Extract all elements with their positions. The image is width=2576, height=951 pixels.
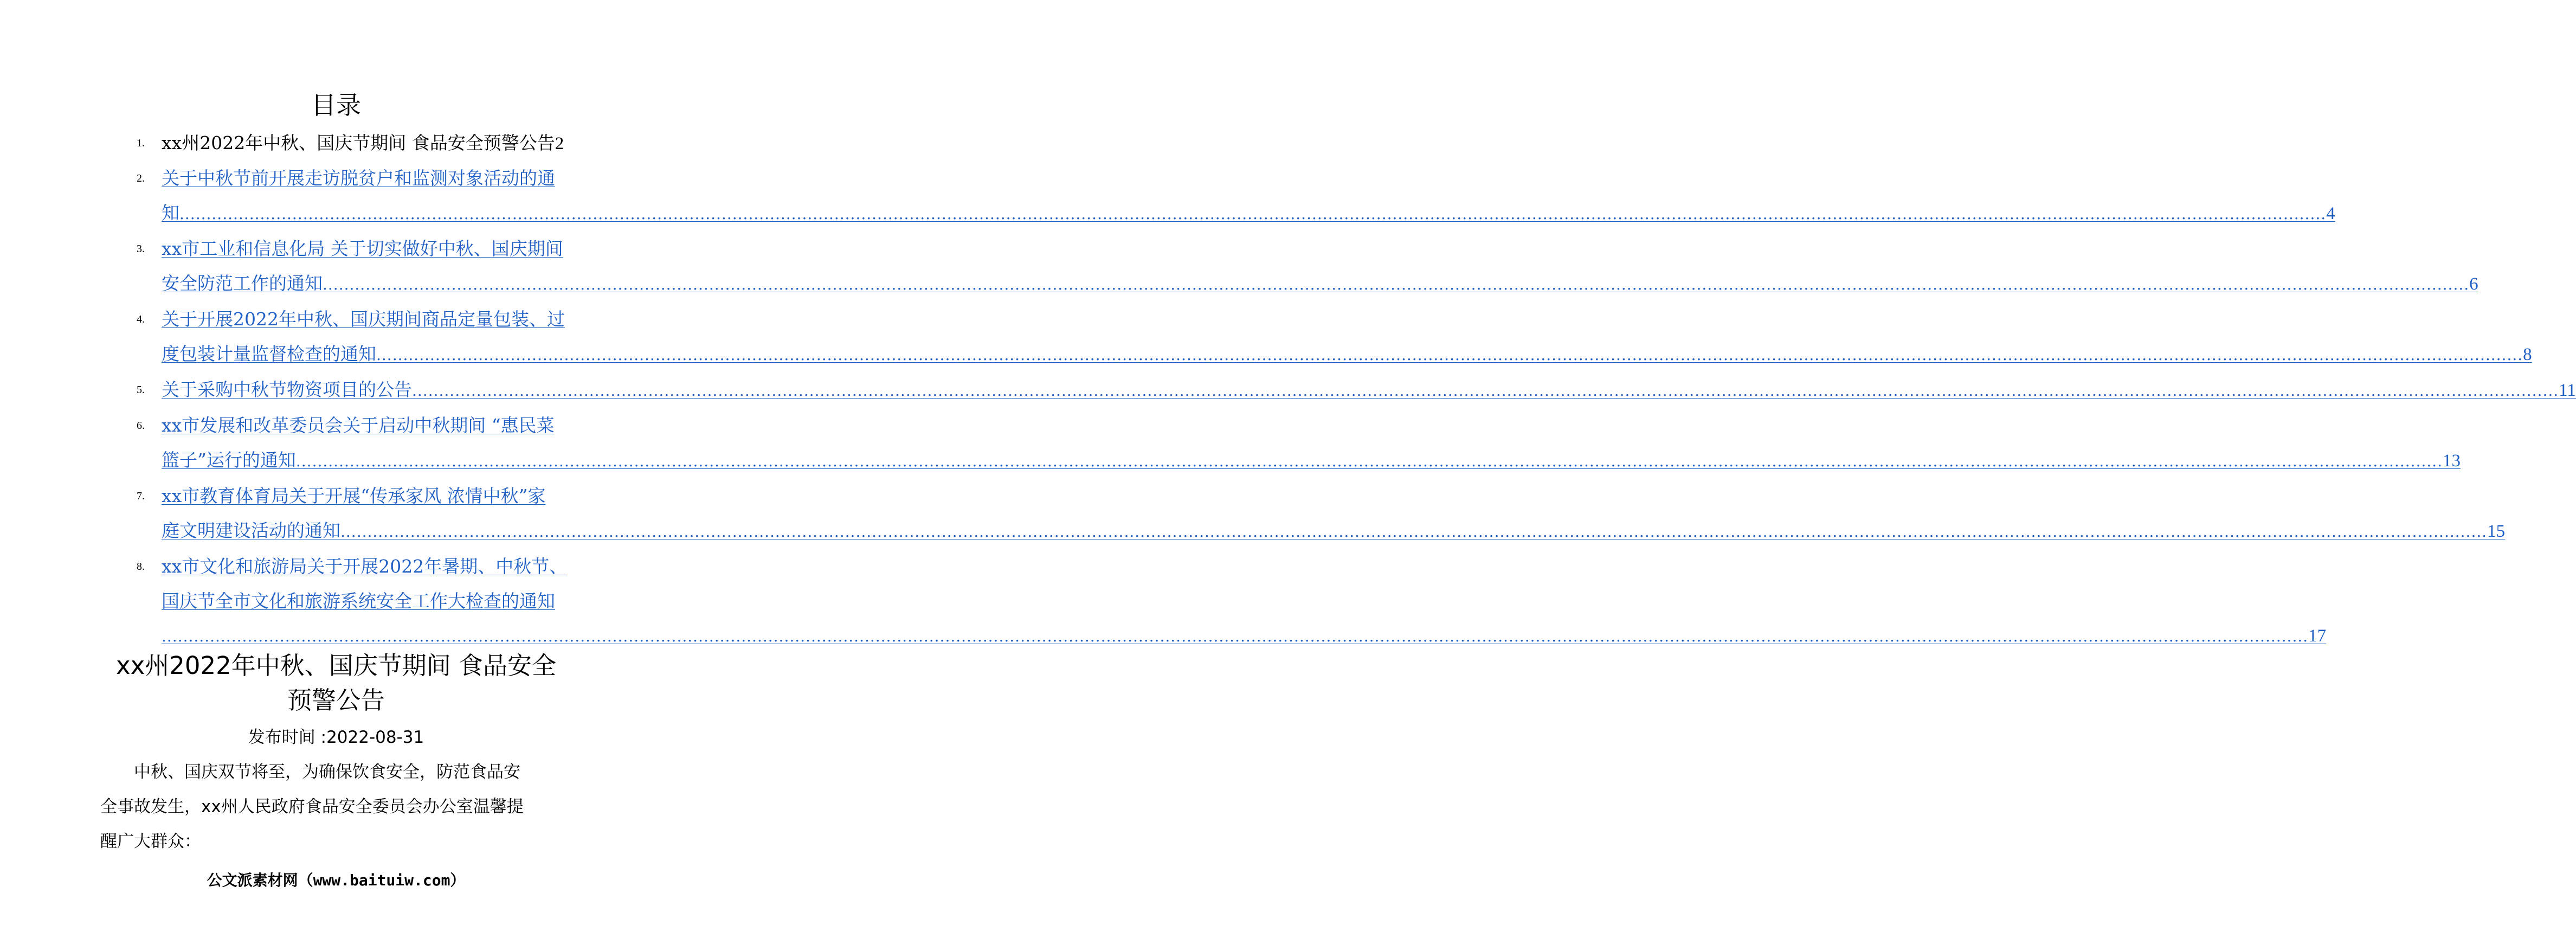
toc-entry-number: 8.	[137, 561, 145, 573]
toc-link[interactable]	[162, 549, 2327, 654]
toc-line	[162, 584, 570, 619]
toc-entry-title: 关于采购中秋节物资项目的公告	[162, 379, 412, 400]
toc-entry-title: 关于开展2022年中秋、国庆期间商品定量包装、过	[162, 309, 565, 330]
toc-entry-number: 4.	[137, 313, 145, 325]
toc-leader-dots: ................................................................................................................................................................................................................................................................................................................................................................................................................	[340, 523, 2488, 541]
toc-line	[162, 337, 2532, 372]
toc-line	[162, 126, 570, 161]
toc-page-number: 13	[2443, 451, 2461, 471]
document-title-line-1: xx州2022年中秋、国庆节期间 食品安全	[115, 651, 557, 680]
toc-link[interactable]	[162, 302, 2532, 372]
toc-entry-title: 度包装计量监督检查的通知	[162, 343, 376, 364]
document-title	[70, 648, 602, 718]
body-paragraph-line-2: 全事故发生，xx州人民政府食品安全委员会办公室温馨提	[100, 797, 524, 817]
toc-page-number: 6	[2469, 274, 2478, 294]
toc-entry-8[interactable]	[137, 549, 2327, 654]
table-of-contents	[137, 126, 2576, 654]
body-paragraph	[100, 755, 566, 859]
toc-entry-number: 2.	[137, 172, 145, 184]
publish-date: 发布时间 :2022-08-31	[248, 728, 424, 747]
toc-leader-dots: ................................................................................................................................................................................................................................................................................................................................................................................................................	[376, 346, 2523, 364]
toc-line	[162, 232, 570, 266]
toc-page-number: 2	[555, 134, 564, 153]
toc-line	[162, 549, 570, 584]
toc-page-number: 11	[2559, 381, 2576, 400]
body-paragraph-line-3: 醒广大群众：	[100, 832, 201, 851]
toc-entry-title: xx市教育体育局关于开展“传承家风 浓情中秋”家	[162, 485, 546, 506]
toc-leader-dots: ................................................................................................................................................................................................................................................................................................................................................................................................................	[295, 452, 2443, 470]
toc-line	[162, 479, 570, 513]
toc-entry-title: 安全防范工作的通知	[162, 273, 323, 294]
toc-entry-number: 5.	[137, 384, 145, 396]
toc-entry-title: 庭文明建设活动的通知	[162, 520, 340, 541]
document-title-line-2: 预警公告	[287, 686, 385, 715]
toc-entry-number: 1.	[137, 137, 145, 149]
toc-entry-title: 国庆节全市文化和旅游系统安全工作大检查的通知	[162, 590, 555, 612]
toc-entry-title: xx市文化和旅游局关于开展2022年暑期、中秋节、	[162, 556, 568, 577]
toc-line	[162, 196, 2335, 232]
toc-title: 目录	[311, 91, 361, 120]
toc-line	[162, 408, 570, 443]
toc-entry-number: 7.	[137, 490, 145, 502]
toc-line	[162, 372, 2576, 408]
toc-link[interactable]	[162, 372, 2576, 408]
toc-entry-text	[162, 126, 570, 161]
toc-line	[162, 443, 2461, 479]
toc-page-number: 15	[2487, 522, 2506, 541]
toc-leader-dots: ................................................................................................................................................................................................................................................................................................................................................................................................................	[179, 205, 2327, 223]
toc-entry-number: 6.	[137, 420, 145, 432]
toc-page-number: 17	[2308, 626, 2327, 646]
toc-entry-title: 知	[162, 202, 179, 223]
toc-entry-3[interactable]	[137, 232, 2478, 302]
body-paragraph-line-1: 中秋、国庆双节将至，为确保饮食安全，防范食品安	[134, 762, 520, 782]
footer-watermark: 公文派素材网（www.baituiw.com）	[207, 871, 466, 889]
toc-link[interactable]	[162, 161, 2335, 232]
toc-link[interactable]	[162, 479, 2506, 549]
toc-entry-title: xx市发展和改革委员会关于启动中秋期间 “惠民菜	[162, 415, 555, 436]
toc-entry-2[interactable]	[137, 161, 2335, 232]
toc-entry-1	[137, 126, 570, 161]
toc-page-number: 8	[2523, 345, 2532, 364]
toc-entry-number: 3.	[137, 243, 145, 255]
toc-entry-title: 关于中秋节前开展走访脱贫户和监测对象活动的通	[162, 168, 555, 189]
toc-line	[162, 513, 2506, 549]
toc-entry-7[interactable]	[137, 479, 2506, 549]
toc-page-number: 4	[2326, 204, 2335, 223]
toc-entry-title: 篮子”运行的通知	[162, 449, 296, 471]
toc-link[interactable]	[162, 408, 2461, 479]
toc-entry-title: xx市工业和信息化局 关于切实做好中秋、国庆期间	[162, 238, 563, 259]
toc-leader-dots: ................................................................................................................................................................................................................................................................................................................................................................................................................	[412, 382, 2559, 400]
toc-leader-dots: ................................................................................................................................................................................................................................................................................................................................................................................................................	[323, 275, 2470, 293]
toc-leader-dots: ................................................................................................................................................................................................................................................................................................................................................................................................................	[162, 627, 2309, 645]
toc-line	[162, 302, 570, 337]
toc-line	[162, 266, 2478, 302]
toc-link[interactable]	[162, 232, 2478, 302]
toc-entry-6[interactable]	[137, 408, 2461, 479]
toc-entry-title: xx州2022年中秋、国庆节期间 食品安全预警公告	[162, 132, 555, 153]
toc-line	[162, 161, 570, 196]
toc-entry-5[interactable]	[137, 372, 2576, 408]
toc-entry-4[interactable]	[137, 302, 2532, 372]
